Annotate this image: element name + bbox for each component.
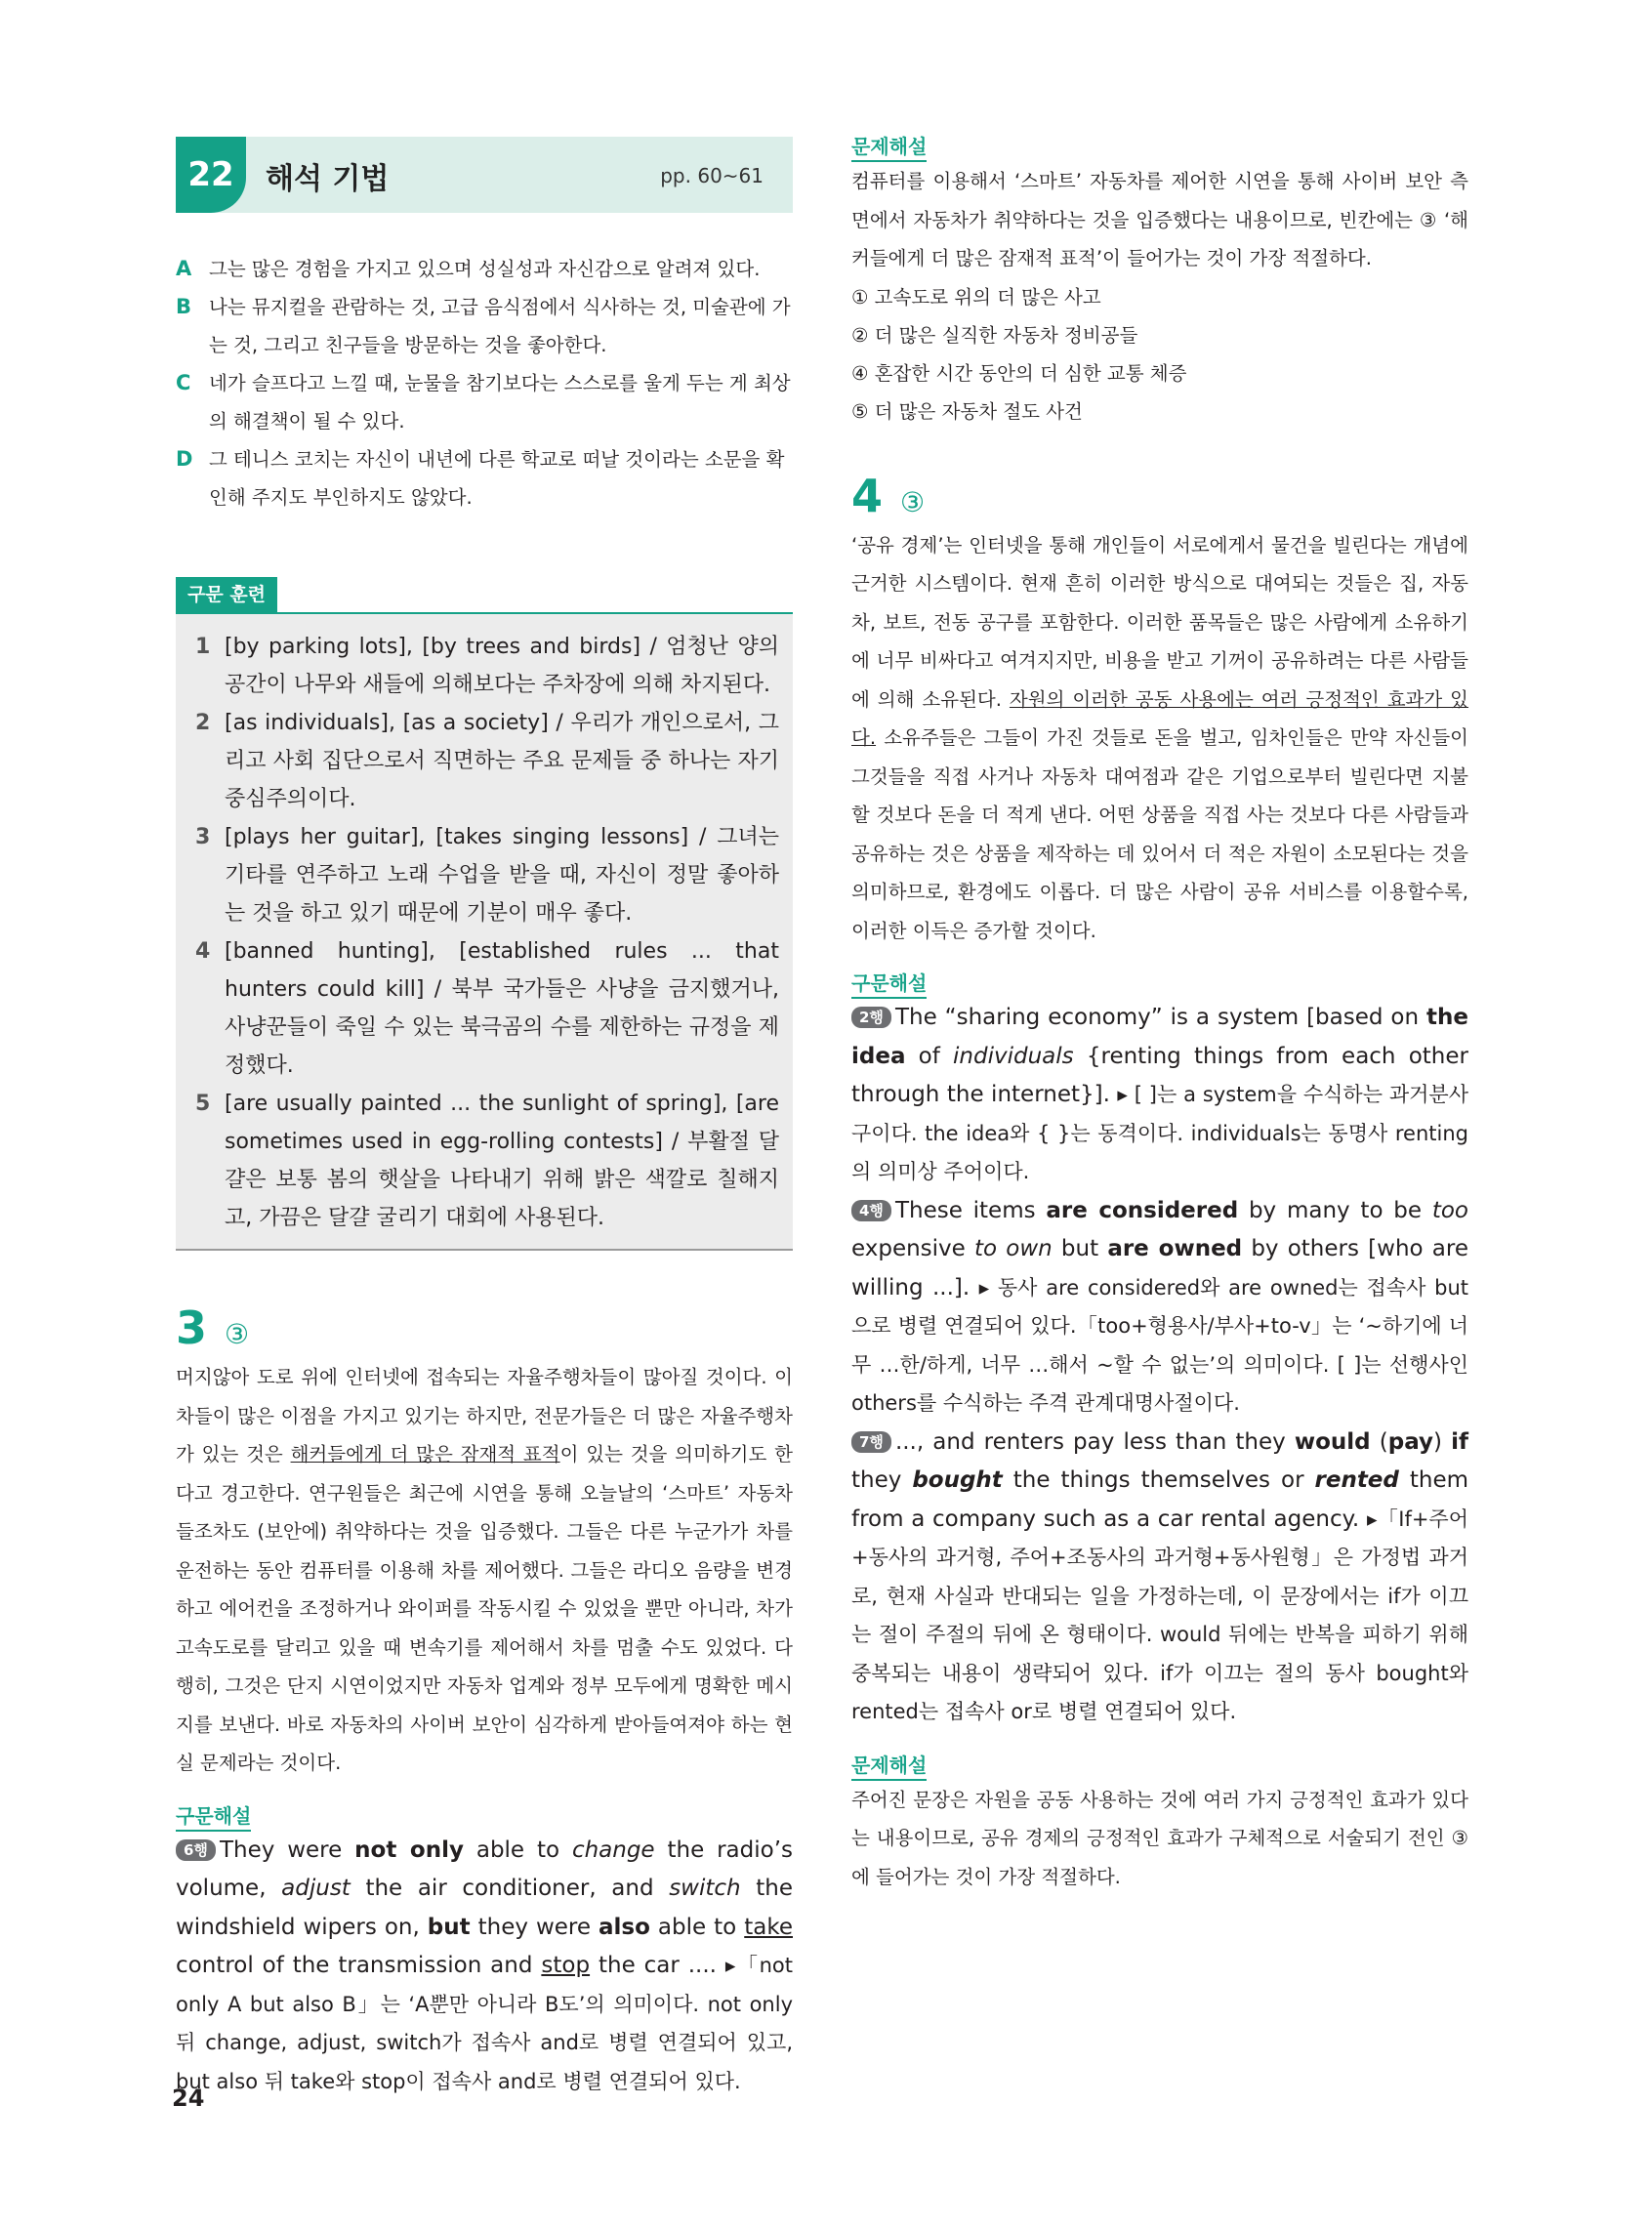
choice-item: ⑤ 더 많은 자동차 절도 사건: [851, 399, 1083, 423]
eng-text: them from a company such as a car rental agency.: [851, 1467, 1468, 1532]
unit-header: [176, 137, 793, 213]
line-badge: 7행: [851, 1431, 891, 1453]
question-answer: ③: [900, 485, 926, 518]
eng-bold: are considered: [1046, 1197, 1239, 1223]
q4-grammar-3: [851, 1424, 1468, 1732]
question-number: 4: [851, 469, 884, 522]
q3-underlined-text: 해커들에게 더 많은 잠재적 표적: [290, 1443, 560, 1465]
eng-text: the things themselves or: [1002, 1467, 1315, 1493]
eng-text: but: [1052, 1236, 1108, 1261]
eng-italic: individuals: [953, 1043, 1074, 1069]
question-answer: ③: [225, 1318, 250, 1350]
unit-pages: pp. 60~61: [660, 164, 764, 187]
question-3-header: [176, 1301, 793, 1354]
translation-label: D: [176, 447, 193, 471]
q3-text-part: 이 있는 것을 의미하기도 한다고 경고한다. 연구원들은 최근에 시연을 통해 오늘날의 ‘스마트’ 자동차들조차도 (보안에) 취약하다는 것을 입증했다. 그들은 다른 누군가가 차를 운전하는 동안 컴퓨터를 이용해 차를 제어했다. 그들은 라디오 음량을 변경하고 에어컨을 조정하거나 와이퍼를 작동시킬 수 있었을 뿐만 아니라, 차가 고속도로를 달리고 있을 때 변속기를 제어해서 차를 멈출 수도 있었다. 다행히, 그것은 단지 시연이었지만 자동차 업계와 정부 모두에게 명확한 메시지를 보낸다. 바로 자동차의 사이버 보안이 심각하게 받아들여져야 하는 현실 문제라는 것이다.: [176, 1443, 793, 1774]
training-item: [195, 628, 779, 704]
eng-text: ): [1433, 1428, 1452, 1455]
q4-translation: [851, 526, 1468, 951]
choice-item: ① 고속도로 위의 더 많은 사고: [851, 285, 1101, 309]
q4-solution-text: 주어진 문장은 자원을 공동 사용하는 것에 여러 가지 긍정적인 효과가 있다는 내용이므로, 공유 경제의 긍정적인 효과가 구체적으로 서술되기 전인 ③에 들어가는 것이 가장 적절하다.: [851, 1788, 1468, 1888]
q3-grammar-title: 구문해설: [176, 1802, 251, 1832]
training-text: [by parking lots], [by trees and birds] / 엄청난 양의 공간이 나무와 새들에 의해보다는 주차장에 의해 차지된다.: [225, 635, 779, 697]
translation-item: [176, 250, 793, 288]
training-item: [195, 704, 779, 818]
eng-text: of: [905, 1043, 954, 1069]
eng-text: control of the transmission and: [176, 1953, 542, 1978]
eng-bold: would: [1294, 1428, 1371, 1455]
grammar-note: ▸ [ ]는 a system을 수식하는 과거분사구이다. the idea와 { }는 동격이다. individuals는 동명사 renting의 의미상 주어이다.: [851, 1083, 1468, 1183]
training-num: 2: [195, 711, 211, 735]
eng-text: the car ....: [590, 1953, 725, 1978]
left-column: [176, 137, 793, 2101]
translation-text: 네가 슬프다고 느낄 때, 눈물을 참기보다는 스스로를 울게 두는 게 최상의 해결책이 될 수 있다.: [209, 372, 791, 433]
q4-text-part: ‘공유 경제’는 인터넷을 통해 개인들이 서로에게서 물건을 빌린다는 개념에 근거한 시스템이다. 현재 흔히 이러한 방식으로 대여되는 것들은 집, 자동차, 보트, 전동 공구를 포함한다. 이러한 품목들은 많은 사람에게 소유하기에 너무 비싸다고 여겨지지만, 비용을 받고 기꺼이 공유하려는 다른 사람들에 의해 소유된다.: [851, 533, 1468, 711]
eng-bold: also: [599, 1914, 650, 1940]
q4-text-part: 소유주들은 그들이 가진 것들로 돈을 벌고, 임차인들은 만약 자신들이 그것들을 직접 사거나 자동차 대여점과 같은 기업으로부터 빌린다면 지불할 것보다 돈을 더 적게 낸다. 어떤 상품을 직접 사는 것보다 다른 사람들과 공유하는 것은 상품을 제작하는 데 있어서 더 적은 자원이 소모된다는 것을 의미하므로, 환경에도 이롭다. 더 많은 사람이 공유 서비스를 이용할수록, 이러한 이득은 증가할 것이다.: [851, 726, 1468, 942]
training-num: 4: [195, 939, 211, 964]
translation-label: B: [176, 295, 192, 318]
training-tag-line: [176, 577, 793, 614]
grammar-note: ▸「not only A but also B」는 ‘A뿐만 아니라 B도’의 의미이다. not only 뒤 change, adjust, switch가 접속사 and로 병렬 연결되어 있고, but also 뒤 take와 stop이 접속사 and로 병렬 연결되어 있다.: [176, 1954, 793, 2093]
translation-label: A: [176, 257, 192, 280]
translation-item: [176, 364, 793, 440]
line-badge: 2행: [851, 1007, 891, 1028]
q4-grammar-2: [851, 1192, 1468, 1424]
page-number: 24: [172, 2085, 205, 2112]
training-text: [banned hunting], [established rules ... that hunters could kill] / 북부 국가들은 사냥을 금지했거나, 사냥꾼들이 죽일 수 있는 북극곰의 수를 제한하는 규정을 제정했다.: [225, 939, 779, 1078]
eng-text: by many to be: [1238, 1197, 1432, 1223]
translation-label: C: [176, 371, 191, 394]
eng-text: able to: [463, 1837, 572, 1863]
line-badge: 6행: [176, 1839, 216, 1861]
training-item: [195, 818, 779, 932]
translation-text: 나는 뮤지컬을 관람하는 것, 고급 음식점에서 식사하는 것, 미술관에 가는 것, 그리고 친구들을 방문하는 것을 좋아한다.: [209, 296, 791, 356]
eng-text: These items: [894, 1197, 1047, 1223]
grammar-note: ▸ 동사 are considered와 are owned는 접속사 but으로 병렬 연결되어 있다.「too+형용사/부사+to-v」는 ‘~하기에 너무 …한/하게, 너무 …해서 ~할 수 없는’의 의미이다. [ ]는 선행사인 others를 수식하는 주격 관계대명사절이다.: [851, 1275, 1468, 1415]
translation-list: [176, 250, 793, 516]
eng-underline: take: [744, 1914, 793, 1940]
choice-item: ② 더 많은 실직한 자동차 정비공들: [851, 323, 1138, 347]
translation-item: [176, 288, 793, 364]
q3-text-part: 머지않아 도로 위에 인터넷에 접속되는 자율주행차들이 많아질 것이다. 이 차들이 많은 이점을 가지고 있기는 하지만, 전문가들은 더 많은 자율주행차가 있는 것은: [176, 1366, 793, 1465]
eng-bold: not only: [354, 1837, 464, 1863]
eng-bold: but: [427, 1914, 471, 1940]
eng-text: the radio’s volume,: [176, 1837, 794, 1901]
eng-italic: too: [1431, 1197, 1469, 1223]
training-item: [195, 932, 779, 1085]
eng-bold-italic: bought: [912, 1467, 1003, 1493]
eng-italic: to own: [974, 1236, 1053, 1261]
eng-text: expensive: [851, 1236, 975, 1261]
eng-bold: if: [1451, 1428, 1468, 1455]
eng-text: by others [who are willing ...].: [851, 1236, 1468, 1300]
eng-text: the windshield wipers on,: [176, 1876, 793, 1940]
translation-item: [176, 440, 793, 516]
question-number: 3: [176, 1301, 208, 1354]
training-text: [as individuals], [as a society] / 우리가 개인으로서, 그리고 사회 집단으로서 직면하는 주요 문제들 중 하나는 자기중심주의이다.: [225, 711, 779, 811]
grammar-note: ▸「If+주어+동사의 과거형, 주어+조동사의 과거형+동사원형」은 가정법 과거로, 현재 사실과 반대되는 일을 가정하는데, 이 문장에서는 if가 이끄는 절이 주절의 뒤에 온 형태이다. would 뒤에는 반복을 피하기 위해 중복되는 내용이 생략되어 있다. if가 이끄는 절의 동사 bought와 rented는 접속사 or로 병렬 연결되어 있다.: [851, 1507, 1469, 1723]
eng-text: (: [1370, 1428, 1388, 1455]
q3-solution-text: 컴퓨터를 이용해서 ‘스마트’ 자동차를 제어한 시연을 통해 사이버 보안 측면에서 자동차가 취약하다는 것을 입증했다는 내용이므로, 빈칸에는 ③ ‘해커들에게 더 많은 잠재적 표적’이 들어가는 것이 가장 적절하다.: [851, 170, 1468, 269]
q4-underlined-text: 자원의 이러한 공동 사용에는 여러 긍정적인 효과가 있다.: [851, 687, 1468, 749]
q3-translation: [176, 1358, 793, 1783]
right-column: [851, 133, 1468, 1896]
unit-number: 22: [176, 137, 246, 213]
eng-text: The “sharing economy” is a system [based on: [894, 1005, 1427, 1030]
eng-text: they were: [470, 1914, 599, 1940]
q4-grammar-title: 구문해설: [851, 970, 927, 999]
eng-text: the air conditioner, and: [350, 1876, 670, 1901]
training-box: [176, 614, 793, 1251]
eng-bold: are owned: [1107, 1236, 1243, 1261]
question-4-header: [851, 470, 1468, 522]
training-text: [plays her guitar], [takes singing lessons] / 그녀는 기타를 연주하고 노래 수업을 받을 때, 자신이 정말 좋아하는 것을 하고 있기 때문에 기분이 매우 좋다.: [225, 825, 779, 926]
q3-grammar-explanation: [176, 1832, 793, 2102]
eng-text: {renting things from each other through the internet}].: [851, 1043, 1468, 1107]
training-num: 1: [195, 635, 211, 659]
training-num: 5: [195, 1092, 211, 1116]
q4-solution-title: 문제해설: [851, 1752, 927, 1781]
eng-italic: change: [571, 1837, 655, 1863]
eng-bold: the idea: [851, 1005, 1468, 1069]
eng-underline: stop: [541, 1953, 591, 1978]
training-num: 3: [195, 825, 211, 849]
training-text: [are usually painted ... the sunlight of spring], [are sometimes used in egg-rolling contests] / 부활절 달걀은 보통 봄의 햇살을 나타내기 위해 밝은 색깔로 칠해지고, 가끔은 달걀 굴리기 대회에 사용된다.: [225, 1092, 779, 1230]
unit-title: 해석 기법: [266, 162, 390, 196]
eng-bold: pay: [1387, 1428, 1434, 1455]
eng-text: ..., and renters pay less than they: [894, 1428, 1295, 1455]
translation-text: 그 테니스 코치는 자신이 내년에 다른 학교로 떠날 것이라는 소문을 확인해 주지도 부인하지도 않았다.: [209, 448, 785, 509]
translation-text: 그는 많은 경험을 가지고 있으며 성실성과 자신감으로 알려져 있다.: [209, 258, 761, 280]
training-item: [195, 1085, 779, 1237]
choice-item: ④ 혼잡한 시간 동안의 더 심한 교통 체증: [851, 361, 1187, 385]
q4-grammar-1: [851, 999, 1468, 1192]
eng-text: they: [851, 1467, 913, 1493]
eng-text: able to: [649, 1914, 745, 1940]
eng-text: They were: [219, 1837, 355, 1863]
training-tag: 구문 훈련: [176, 577, 277, 612]
eng-bold-italic: rented: [1314, 1467, 1399, 1493]
line-badge: 4행: [851, 1200, 891, 1221]
eng-italic: switch: [669, 1876, 741, 1901]
eng-italic: adjust: [281, 1876, 351, 1901]
q3-solution-title: 문제해설: [851, 133, 927, 162]
